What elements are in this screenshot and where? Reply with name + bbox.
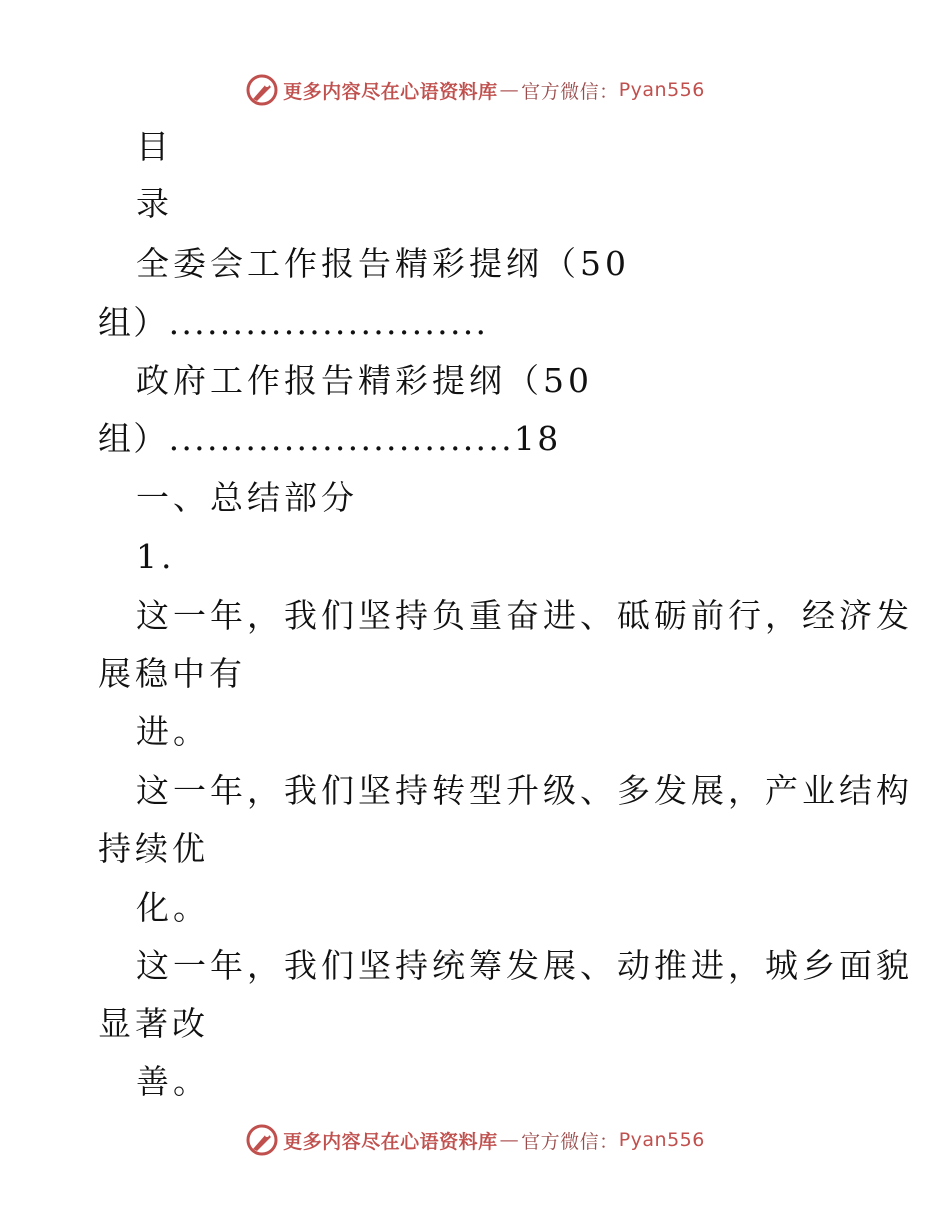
toc-title-line-1: 目 bbox=[136, 127, 173, 166]
paragraph-1-line-3: 进。 bbox=[136, 712, 210, 751]
paragraph-3-line-1: 这一年，我们坚持统筹发展、动推进，城乡面貌 bbox=[136, 946, 913, 985]
banner-wechat-id: Pyan556 bbox=[618, 79, 705, 101]
toc-entry-2-line-1: 政府工作报告精彩提纲（50 bbox=[136, 361, 593, 400]
banner-separator: — bbox=[499, 79, 520, 101]
banner-separator: — bbox=[499, 1129, 520, 1151]
paragraph-2-line-2: 持续优 bbox=[98, 829, 209, 868]
banner-wechat-label: 官方微信： bbox=[521, 80, 619, 103]
banner-wechat-id: Pyan556 bbox=[618, 1129, 705, 1151]
banner-wechat-label: 官方微信： bbox=[521, 1130, 619, 1153]
toc-entry-1-line-2: 组）......................... bbox=[98, 303, 489, 342]
paragraph-1-line-1: 这一年，我们坚持负重奋进、砥砺前行，经济发 bbox=[136, 596, 913, 635]
banner-title: 更多内容尽在心语资料库 bbox=[283, 80, 498, 103]
paragraph-2-line-3: 化。 bbox=[136, 888, 210, 927]
toc-entry-2-line-2: 组）...........................18 bbox=[98, 419, 561, 458]
item-number: 1. bbox=[136, 537, 176, 576]
paragraph-1-line-2: 展稳中有 bbox=[98, 654, 246, 693]
section-heading: 一、总结部分 bbox=[136, 478, 358, 517]
footer-banner bbox=[0, 1120, 950, 1160]
banner-title: 更多内容尽在心语资料库 bbox=[283, 1130, 498, 1153]
paragraph-3-line-2: 显著改 bbox=[98, 1004, 209, 1043]
toc-entry-1-line-1: 全委会工作报告精彩提纲（50 bbox=[136, 244, 630, 283]
pen-logo-icon bbox=[245, 1123, 279, 1157]
paragraph-2-line-1: 这一年，我们坚持转型升级、多发展，产业结构 bbox=[136, 771, 913, 810]
paragraph-3-line-3: 善。 bbox=[136, 1062, 210, 1101]
toc-title-line-2: 录 bbox=[136, 184, 173, 223]
